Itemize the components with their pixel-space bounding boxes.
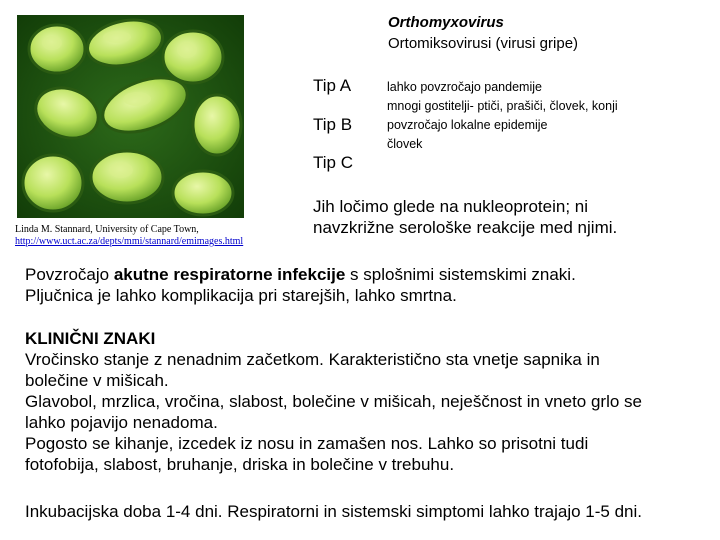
title-local: Ortomiksovirusi (virusi gripe) [388, 35, 579, 52]
title-latin: Orthomyxovirus [388, 14, 504, 31]
clinical-section [25, 328, 642, 475]
intro-line-2: Pljučnica je lahko komplikacija pri starejših, lahko smrtna. [25, 286, 457, 305]
clinical-heading: KLINIČNI ZNAKI [25, 329, 156, 348]
clinical-line: Vročinsko stanje z nenadnim začetkom. Karakteristično sta vnetje sapnika in [25, 350, 600, 369]
type-b-desc-line: človek [387, 137, 423, 151]
clinical-line: Pogosto se kihanje, izcedek iz nosu in zamašen nos. Lahko so prisotni tudi [25, 434, 589, 453]
intro-line-1 [25, 264, 576, 285]
type-a-desc-line: mnogi gostitelji- ptiči, prašiči, človek, konji [387, 99, 618, 113]
type-b-desc-line: povzročajo lokalne epidemije [387, 118, 548, 132]
type-a-description [387, 78, 618, 116]
image-source-link[interactable]: http://www.uct.ac.za/depts/mmi/stannard/emimages.html [15, 236, 244, 247]
intro-paragraph [25, 264, 576, 306]
type-a-label: Tip A [313, 76, 352, 95]
type-b-description [387, 116, 548, 154]
virus-micrograph [17, 15, 244, 218]
incubation-note: Inkubacijska doba 1-4 dni. Respiratorni in sistemski simptomi lahko trajajo 1-5 dni. [25, 502, 643, 521]
distinction-line: navzkrižne serološke reakcije med njimi. [313, 218, 618, 237]
intro-text: Povzročajo [25, 265, 114, 284]
distinction-note [313, 196, 617, 238]
distinction-line: Jih ločimo glede na nukleoprotein; ni [313, 197, 589, 216]
type-c-label: Tip C [313, 153, 353, 172]
image-credit: Linda M. Stannard, University of Cape Town, [15, 224, 199, 235]
clinical-line: lahko pojavijo nenadoma. [25, 413, 218, 432]
intro-emphasis: akutne respiratorne infekcije [113, 265, 346, 284]
type-a-desc-line: lahko povzročajo pandemije [387, 80, 542, 94]
clinical-line: bolečine v mišicah. [25, 371, 169, 390]
intro-text: s splošnimi sistemskimi znaki. [345, 265, 576, 284]
clinical-line: fotofobija, slabost, bruhanje, driska in bolečine v trebuhu. [25, 455, 455, 474]
clinical-line: Glavobol, mrzlica, vročina, slabost, bolečine v mišicah, neješčnost in vneto grlo se [25, 392, 643, 411]
type-b-label: Tip B [313, 115, 353, 134]
